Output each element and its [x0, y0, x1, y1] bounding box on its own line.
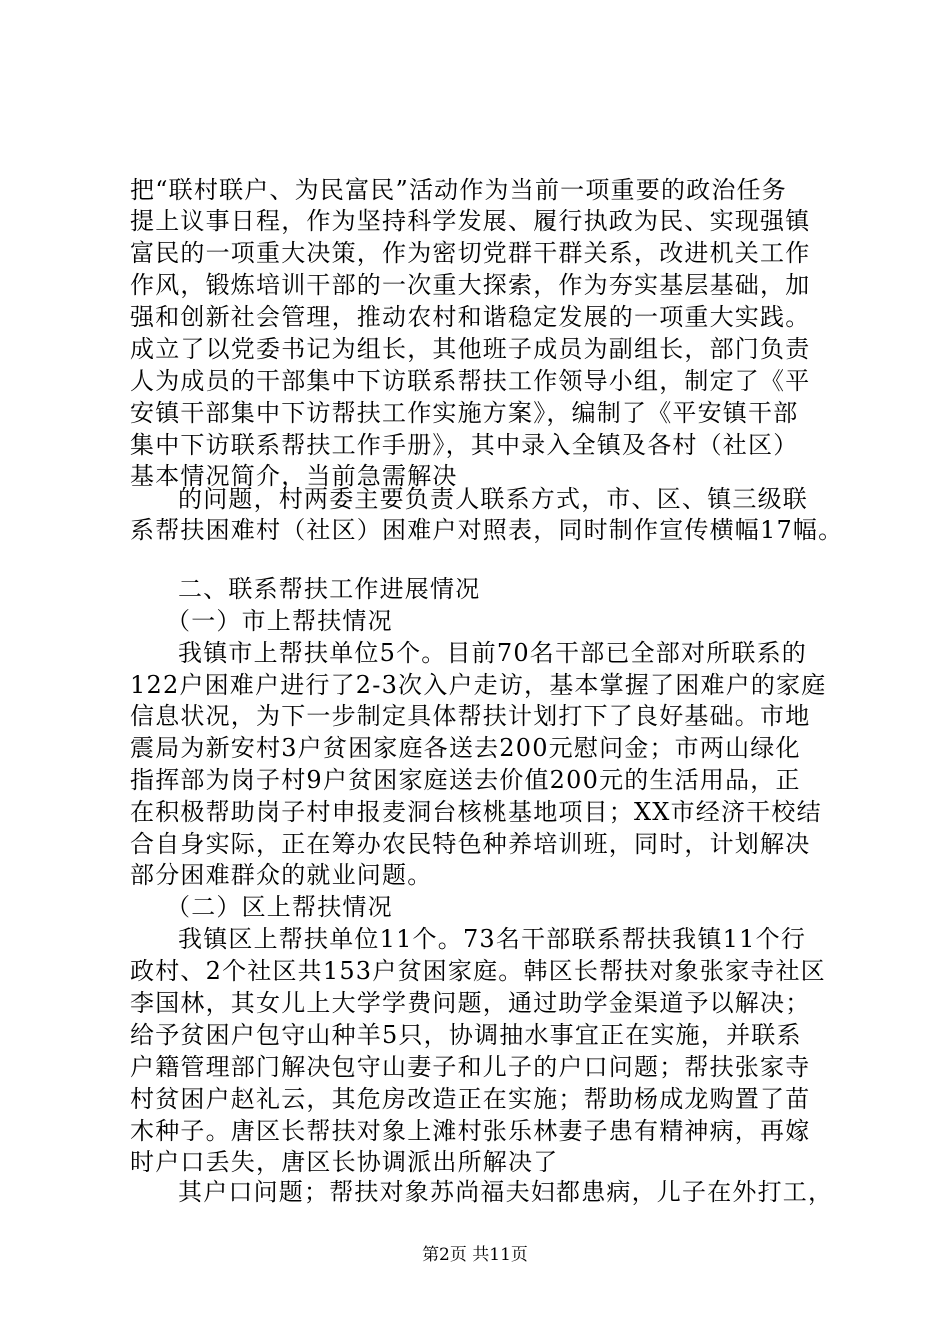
- paragraph-line: 我镇市上帮扶单位5个。目前70名干部已全部对所联系的: [178, 639, 808, 667]
- paragraph-line: 部分困难群众的就业问题。: [130, 861, 433, 889]
- paragraph-line: 在积极帮助岗子村申报麦洞台核桃基地项目；XX市经济干校结: [130, 798, 822, 826]
- paragraph-line: 富民的一项重大决策，作为密切党群干群关系，改进机关工作: [130, 239, 811, 267]
- paragraph-line: 提上议事日程，作为坚持科学发展、履行执政为民、实现强镇: [130, 207, 811, 235]
- paragraph-line: 给予贫困户包守山种羊5只，协调抽水事宜正在实施，并联系: [130, 1021, 802, 1049]
- section-heading: 二、联系帮扶工作进展情况: [178, 575, 481, 603]
- paragraph-line: 信息状况，为下一步制定具体帮扶计划打下了良好基础。市地: [130, 702, 811, 730]
- paragraph-line: 户籍管理部门解决包守山妻子和儿子的户口问题；帮扶张家寺: [130, 1053, 811, 1081]
- paragraph-line: 的问题，村两委主要负责人联系方式，市、区、镇三级联: [178, 485, 808, 513]
- paragraph-line: 时户口丢失，唐区长协调派出所解决了: [130, 1148, 559, 1176]
- paragraph-line: 李国林，其女儿上大学学费问题，通过助学金渠道予以解决；: [130, 989, 811, 1017]
- paragraph-line: 指挥部为岗子村9户贫困家庭送去价值200元的生活用品，正: [130, 766, 801, 794]
- paragraph-line: 其户口问题；帮扶对象苏尚福夫妇都患病，儿子在外打工，: [178, 1178, 834, 1206]
- paragraph-line: 把“联村联户、为民富民”活动作为当前一项重要的政治任务: [130, 176, 787, 204]
- paragraph-line: 基本情况简介，当前急需解决: [130, 462, 458, 490]
- paragraph-line: 成立了以党委书记为组长，其他班子成员为副组长，部门负责: [130, 335, 811, 363]
- paragraph-line: 合自身实际，正在筹办农民特色种养培训班，同时，计划解决: [130, 830, 811, 858]
- paragraph-line: 安镇干部集中下访帮扶工作实施方案》，编制了《平安镇干部: [130, 399, 799, 427]
- paragraph-line: 政村、2个社区共153户贫困家庭。韩区长帮扶对象张家寺社区: [130, 957, 826, 985]
- paragraph-line: 作风，锻炼培训干部的一次重大探索，作为夯实基层基础，加: [130, 271, 811, 299]
- subsection-heading: （二）区上帮扶情况: [166, 893, 393, 921]
- paragraph-line: 强和创新社会管理，推动农村和谐稳定发展的一项重大实践。: [130, 303, 811, 331]
- subsection-heading: （一）市上帮扶情况: [166, 607, 393, 635]
- paragraph-line: 震局为新安村3户贫困家庭各送去200元慰问金；市两山绿化: [130, 734, 801, 762]
- paragraph-line: 122户困难户进行了2-3次入户走访，基本掌握了困难户的家庭: [130, 671, 827, 699]
- paragraph-line: 我镇区上帮扶单位11个。73名干部联系帮扶我镇11个行: [178, 925, 807, 953]
- paragraph-line: 人为成员的干部集中下访联系帮扶工作领导小组，制定了《平: [130, 367, 811, 395]
- page-number-footer: 第2页 共11页: [422, 1245, 528, 1265]
- paragraph-line: 木种子。唐区长帮扶对象上滩村张乐林妻子患有精神病，再嫁: [130, 1117, 811, 1145]
- paragraph-line: 村贫困户赵礼云，其危房改造正在实施；帮助杨成龙购置了苗: [130, 1085, 811, 1113]
- paragraph-line: 系帮扶困难村（社区）困难户对照表，同时制作宣传横幅17幅。: [130, 516, 844, 544]
- paragraph-line: 集中下访联系帮扶工作手册》，其中录入全镇及各村（社区）: [130, 431, 799, 459]
